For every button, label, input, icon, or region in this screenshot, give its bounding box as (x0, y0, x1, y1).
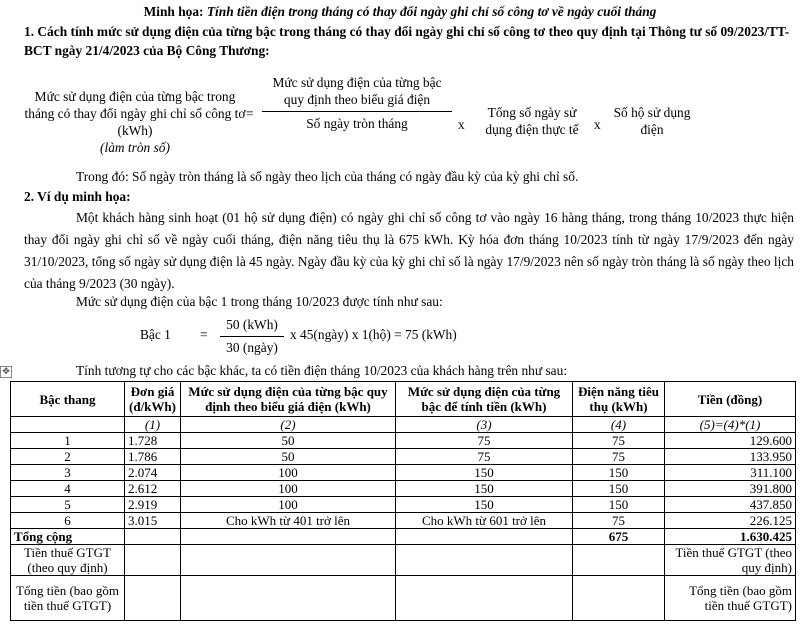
grand-total-value: Tổng tiền (bao gồm tiền thuế GTGT) (665, 576, 796, 621)
total-amount: 1.630.425 (665, 529, 796, 545)
cell-bac: 4 (11, 481, 125, 497)
sub-cell: (4) (573, 417, 665, 433)
cell-dien-nang: 75 (573, 449, 665, 465)
grand-empty (396, 576, 573, 621)
level1-intro: Mức sử dụng điện của bậc 1 trong tháng 10/2023 được tính như sau: (76, 294, 443, 309)
cell-tien: 437.850 (665, 497, 796, 513)
cell-don-gia: 1.786 (125, 449, 181, 465)
header-dien-nang: Điện năng tiêu thụ (kWh) (573, 382, 665, 417)
cell-muc-quy-dinh: 100 (181, 481, 396, 497)
formula-times-1: x (458, 117, 465, 132)
grand-empty (573, 576, 665, 621)
cell-bac: 3 (11, 465, 125, 481)
sub-cell: (5)=(4)*(1) (665, 417, 796, 433)
cell-dien-nang: 75 (573, 513, 665, 529)
cell-don-gia: 2.612 (125, 481, 181, 497)
table-move-handle-icon[interactable]: ✥ (0, 366, 12, 378)
sub-cell: (1) (125, 417, 181, 433)
level1-formula (140, 316, 540, 360)
vat-value: Tiền thuế GTGT (theo quy định) (665, 545, 796, 576)
cell-dien-nang: 75 (573, 433, 665, 449)
table-grand-total-row (11, 576, 796, 621)
vat-label: Tiền thuế GTGT (theo quy định) (11, 545, 125, 576)
level1-fraction (220, 316, 284, 357)
cell-muc-quy-dinh: 100 (181, 497, 396, 513)
grand-total-label: Tổng tiền (bao gồm tiền thuế GTGT) (11, 576, 125, 621)
similar-text: Tính tương tự cho các bậc khác, ta có tiền điện tháng 10/2023 của khách hàng trên như sau: (76, 363, 568, 378)
formula-block (0, 74, 800, 164)
formula-denominator: Số ngày tròn tháng (306, 116, 408, 131)
header-don-gia: Đơn giá (đ/kWh) (125, 382, 181, 417)
cell-muc-quy-dinh: 50 (181, 449, 396, 465)
cell-dien-nang: 150 (573, 465, 665, 481)
level1-denominator: 30 (ngày) (226, 340, 278, 355)
cell-muc-quy-dinh: Cho kWh từ 401 trở lên (181, 513, 396, 529)
table-header-row (11, 382, 796, 417)
cell-dien-nang: 150 (573, 481, 665, 497)
table-row (11, 497, 796, 513)
formula-times-2: x (594, 117, 601, 132)
page-title (0, 4, 800, 20)
cell-tien: 129.600 (665, 433, 796, 449)
formula-fraction (262, 74, 452, 132)
vat-empty (573, 545, 665, 576)
level1-numerator: 50 (kWh) (220, 316, 284, 337)
level1-label: Bậc 1 (140, 327, 171, 342)
total-empty (125, 529, 181, 545)
cell-muc-tinh-tien: 150 (396, 497, 573, 513)
vat-empty (396, 545, 573, 576)
grand-empty (181, 576, 396, 621)
title-prefix: Minh họa: (143, 4, 204, 19)
cell-muc-tinh-tien: 150 (396, 465, 573, 481)
cell-tien: 133.950 (665, 449, 796, 465)
cell-don-gia: 1.728 (125, 433, 181, 449)
formula-left (24, 88, 246, 156)
header-tien: Tiền (đồng) (665, 382, 796, 417)
table-row (11, 481, 796, 497)
table-row (11, 465, 796, 481)
example-paragraph: Một khách hàng sinh hoạt (01 hộ sử dụng điện) có ngày ghi chỉ số công tơ vào ngày 16 hàng tháng, trong tháng 10/2023 thực hiện thay đổi ngày ghi chỉ số về ngày cuối tháng, điện năng tiêu thụ là 675 kWh. Kỳ hóa đơn tháng 10/2023 tính từ ngày 17/9/2023 đến ngày 31/10/2023, tổng số ngày sử dụng điện là 45 ngày. Ngày đầu kỳ của kỳ ghi chỉ số là ngày 17/9/2023 nên số ngày tròn tháng là số ngày theo lịch của tháng 9/2023 (30 ngày). (24, 210, 794, 291)
table-vat-row (11, 545, 796, 576)
cell-don-gia: 2.074 (125, 465, 181, 481)
cell-bac: 5 (11, 497, 125, 513)
header-muc-quy-dinh: Mức sử dụng điện của từng bậc quy định theo biểu giá điện (kWh) (181, 382, 396, 417)
cell-tien: 226.125 (665, 513, 796, 529)
where-text: Trong đó: Số ngày tròn tháng là số ngày theo lịch của tháng có ngày đầu kỳ của kỳ ghi chỉ số. (76, 169, 579, 184)
header-bac-thang: Bậc thang (11, 382, 125, 417)
total-kwh: 675 (573, 529, 665, 545)
cell-dien-nang: 150 (573, 497, 665, 513)
table-row (11, 513, 796, 529)
section2-heading: 2. Ví dụ minh họa: (24, 189, 131, 204)
formula-middle: Tổng số ngày sử dụng điện thực tế (485, 105, 579, 137)
total-label: Tổng cộng (11, 529, 125, 545)
sub-cell: (2) (181, 417, 396, 433)
sub-cell (11, 417, 125, 433)
cell-muc-tinh-tien: 75 (396, 433, 573, 449)
level1-rest: x 45(ngày) x 1(hộ) = 75 (kWh) (290, 327, 457, 342)
grand-empty (125, 576, 181, 621)
table-total-row (11, 529, 796, 545)
formula-equals: = (246, 106, 254, 121)
formula-right: Số hộ sử dụng điện (613, 105, 691, 137)
header-muc-tinh-tien: Mức sử dụng điện của từng bậc để tính tiền (kWh) (396, 382, 573, 417)
total-empty (181, 529, 396, 545)
cell-bac: 2 (11, 449, 125, 465)
sub-cell: (3) (396, 417, 573, 433)
cell-bac: 1 (11, 433, 125, 449)
cell-tien: 391.800 (665, 481, 796, 497)
level1-equals: = (200, 327, 208, 342)
tariff-table (10, 381, 796, 621)
formula-left-text: Mức sử dụng điện của từng bậc trong tháng có thay đổi ngày ghi chỉ số công tơ (kWh) (24, 89, 246, 138)
cell-muc-tinh-tien: Cho kWh từ 601 trở lên (396, 513, 573, 529)
cell-bac: 6 (11, 513, 125, 529)
title-italic: Tính tiền điện trong tháng có thay đổi ngày ghi chỉ số công tơ về ngày cuối tháng (203, 4, 657, 19)
cell-muc-quy-dinh: 50 (181, 433, 396, 449)
section1-heading: 1. Cách tính mức sử dụng điện của từng bậc trong tháng có thay đổi ngày ghi chỉ số công tơ theo quy định tại Thông tư số 09/2023/TT-BCT ngày 21/4/2023 của Bộ Công Thương: (24, 24, 790, 58)
cell-muc-quy-dinh: 100 (181, 465, 396, 481)
table-row (11, 449, 796, 465)
formula-left-note: (làm tròn số) (100, 140, 170, 155)
table-subheader-row (11, 417, 796, 433)
total-empty (396, 529, 573, 545)
vat-empty (125, 545, 181, 576)
cell-muc-tinh-tien: 75 (396, 449, 573, 465)
cell-don-gia: 3.015 (125, 513, 181, 529)
cell-don-gia: 2.919 (125, 497, 181, 513)
vat-empty (181, 545, 396, 576)
table-row (11, 433, 796, 449)
cell-muc-tinh-tien: 150 (396, 481, 573, 497)
formula-numerator: Mức sử dụng điện của từng bậc quy định theo biểu giá điện (262, 74, 452, 112)
cell-tien: 311.100 (665, 465, 796, 481)
